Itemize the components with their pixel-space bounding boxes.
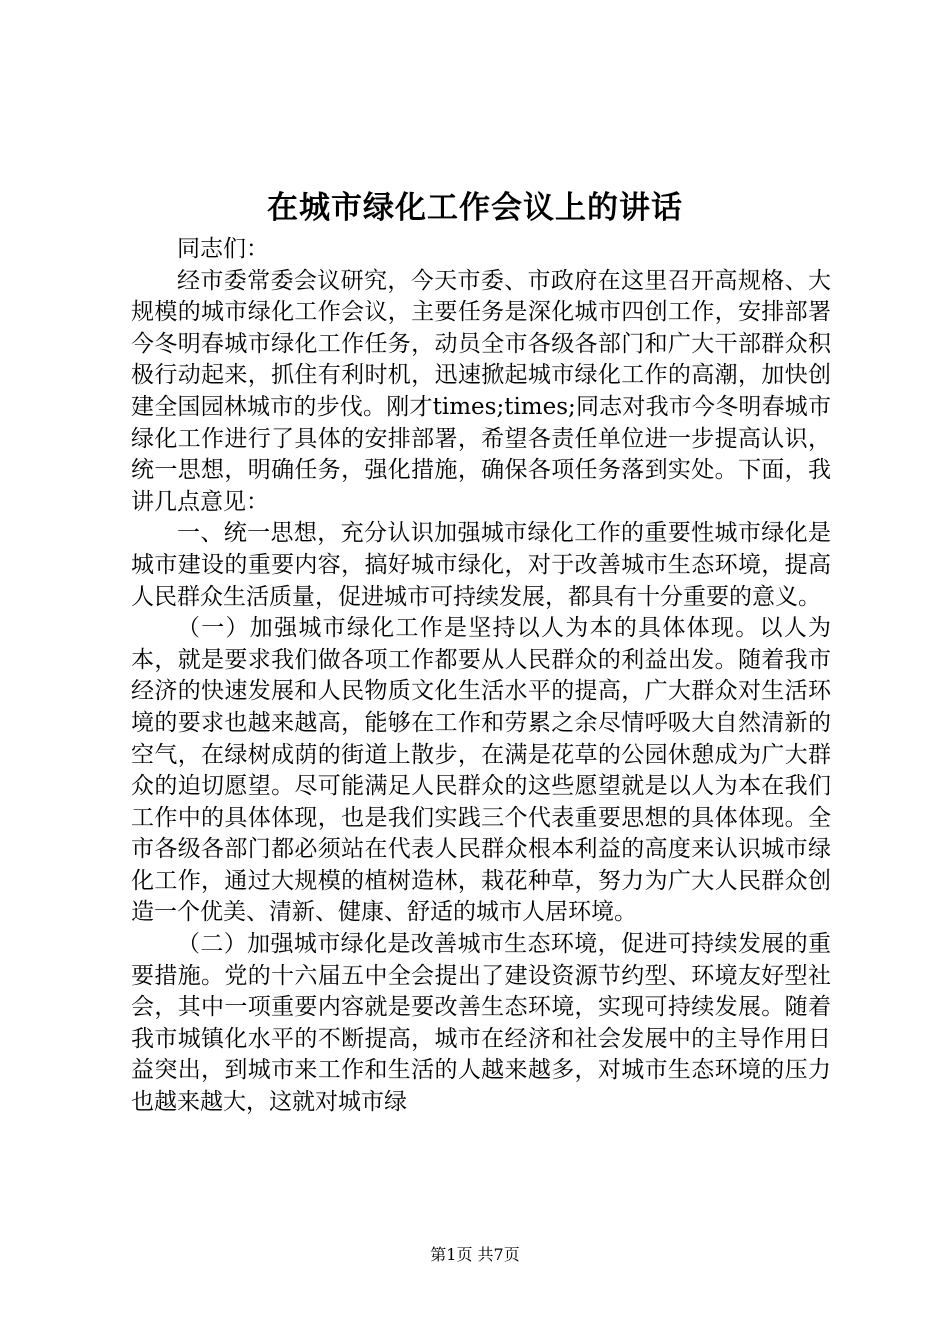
paragraph-section-one: 一、统一思想，充分认识加强城市绿化工作的重要性城市绿化是城市建设的重要内容，搞好城市绿化，对于改善城市生态环境，提高人民群众生活质量，促进城市可持续发展，都具有十分重要的意义。: [131, 520, 831, 610]
document-title: 在城市绿化工作会议上的讲话: [267, 190, 683, 226]
paragraph-intro: 经市委常委会议研究，今天市委、市政府在这里召开高规格、大规模的城市绿化工作会议，主要任务是深化城市四创工作，安排部署今冬明春城市绿化工作任务，动员全市各级各部门和广大干部群众积极行动起来，抓住有利时机，迅速掀起城市绿化工作的高潮，加快创建全国园林城市的步伐。刚才times;times;同志对我市今冬明春城市绿化工作进行了具体的安排部署，希望各责任单位进一步提高认识，统一思想，明确任务，强化措施，确保各项任务落到实处。下面，我讲几点意见：: [131, 267, 831, 515]
document-body: [131, 234, 831, 1119]
page-number-footer: 第1页 共7页: [430, 1245, 520, 1264]
paragraph-greeting: 同志们：: [177, 236, 269, 262]
paragraph-subsection-two: （二）加强城市绿化是改善城市生态环境，促进可持续发展的重要措施。党的十六届五中全会提出了建设资源节约型、环境友好型社会，其中一项重要内容就是要改善生态环境，实现可持续发展。随着我市城镇化水平的不断提高，城市在经济和社会发展中的主导作用日益突出，到城市来工作和生活的人越来越多，对城市生态环境的压力也越来越大，这就对城市绿: [131, 931, 831, 1116]
paragraph-subsection-one: （一）加强城市绿化工作是坚持以人为本的具体体现。以人为本，就是要求我们做各项工作都要从人民群众的利益出发。随着我市经济的快速发展和人民物质文化生活水平的提高，广大群众对生活环境的要求也越来越高，能够在工作和劳累之余尽情呼吸大自然清新的空气，在绿树成荫的街道上散步，在满是花草的公园休憩成为广大群众的迫切愿望。尽可能满足人民群众的这些愿望就是以人为本在我们工作中的具体体现，也是我们实践三个代表重要思想的具体体现。全市各级各部门都必须站在代表人民群众根本利益的高度来认识城市绿化工作，通过大规模的植树造林，栽花种草，努力为广大人民群众创造一个优美、清新、健康、舒适的城市人居环境。: [131, 615, 831, 926]
